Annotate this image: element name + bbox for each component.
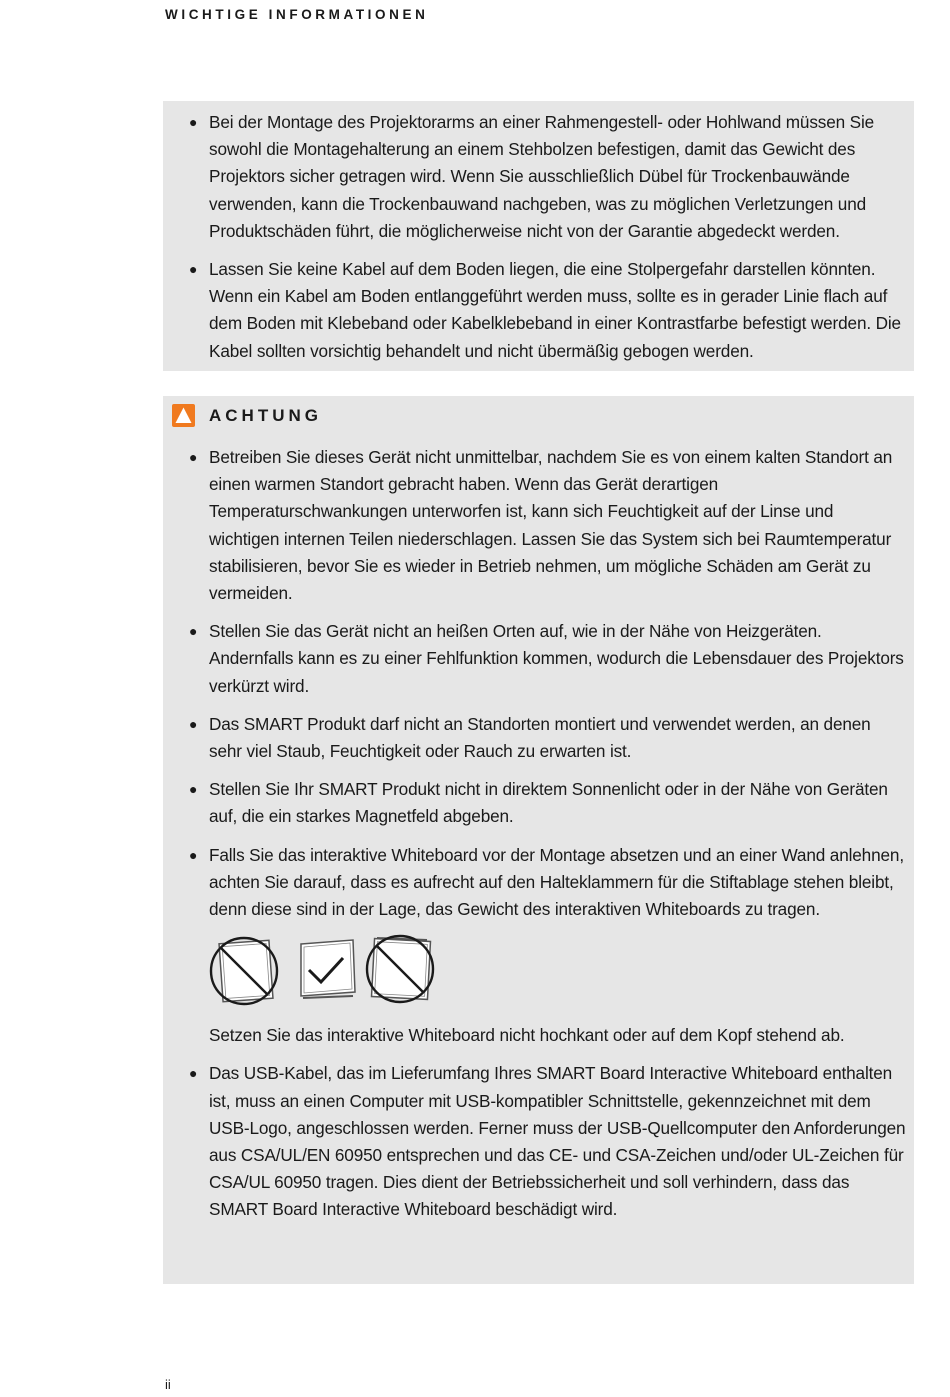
whiteboard-upright-allowed-icon — [297, 934, 357, 1000]
whiteboard-upside-down-prohibited-icon — [365, 934, 437, 1008]
page-number: ii — [165, 1377, 171, 1392]
running-header: WICHTIGE INFORMATIONEN — [165, 7, 429, 22]
list-item-text: Stellen Sie das Gerät nicht an heißen Orten auf, wie in der Nähe von Heizgeräten. Andernfalls kann es zu einer Fehlfunktion kommen, wodurch die Lebensdauer des Projektors verkürzt wird. — [209, 621, 904, 696]
warning-triangle-icon — [172, 404, 195, 427]
whiteboard-sideways-prohibited-icon — [209, 934, 281, 1008]
list-item — [163, 109, 906, 245]
list-item-text: Stellen Sie Ihr SMART Produkt nicht in direktem Sonnenlicht oder in der Nähe von Geräten auf, die ein starkes Magnetfeld abgeben. — [209, 779, 888, 827]
list-item — [163, 618, 906, 700]
caution-list — [163, 444, 906, 923]
list-item — [163, 842, 906, 924]
caution-box — [163, 396, 914, 1284]
bullet-icon: ● — [189, 449, 198, 465]
caution-heading — [163, 404, 906, 444]
list-item — [163, 256, 906, 365]
list-item — [163, 776, 906, 830]
caution-label: ACHTUNG — [209, 406, 322, 425]
list-item-text: Lassen Sie keine Kabel auf dem Boden liegen, die eine Stolpergefahr darstellen könnten. Wenn ein Kabel am Boden entlanggeführt werden muss, sollte es in gerader Linie flach auf dem Boden mit Klebeband oder Kabelklebeband in einer Kontrastfarbe befestigt werden. Die Kabel sollten vorsichtig behandelt und nicht übermäßig gebogen werden. — [209, 259, 901, 361]
illustration-caption: Setzen Sie das interaktive Whiteboard nicht hochkant oder auf dem Kopf stehend ab. — [209, 1025, 845, 1046]
list-item — [163, 711, 906, 765]
list-item-text: Das USB-Kabel, das im Lieferumfang Ihres SMART Board Interactive Whiteboard enthalten ist, muss an einen Computer mit USB-kompatibler Schnittstelle, gekennzeichnet mit dem USB-Logo, angeschlossen werden. Ferner muss der USB-Quellcomputer den Anforderungen aus CSA/UL/EN 60950 entsprechen und das CE- und CSA-Zeichen und/oder UL-Zeichen für CSA/UL 60950 tragen. Dies dient der Betriebssicherheit und soll verhindern, dass das SMART Board Interactive Whiteboard beschädigt wird. — [209, 1063, 906, 1220]
whiteboard-orientation-illustration — [209, 934, 906, 1010]
bullet-icon: ● — [189, 261, 198, 278]
list-item-text: Bei der Montage des Projektorarms an einer Rahmengestell- oder Hohlwand müssen Sie sowohl die Montagehalterung an einem Stehbolzen befestigen, damit das Gewicht des Projektors sicher getragen wird. Wenn Sie ausschließlich Dübel für Trockenbauwände verwenden, kann die Trockenbauwand nachgeben, was zu möglichen Verletzungen und Produktschäden führt, die möglicherweise nicht von der Garantie abgedeckt werden. — [209, 112, 875, 241]
list-item-text: Betreiben Sie dieses Gerät nicht unmittelbar, nachdem Sie es von einem kalten Standort an einen warmen Standort gebracht haben. Wenn das Gerät derartigen Temperaturschwankungen unterworfen ist, kann sich Feuchtigkeit auf der Linse und wichtigen internen Teilen niederschlagen. Lassen Sie das System sich bei Raumtemperatur stabilisieren, bevor Sie es wieder in Betrieb nehmen, um mögliche Schäden am Gerät zu vermeiden. — [209, 447, 893, 604]
list-item-text: Falls Sie das interaktive Whiteboard vor der Montage absetzen und an einer Wand anlehnen, achten Sie darauf, dass es aufrecht auf den Halteklammern für die Stiftablage stehen bleibt, denn diese sind in der Lage, das Gewicht des interaktiven Whiteboards zu tragen. — [209, 844, 904, 920]
note-list — [163, 109, 906, 365]
bullet-icon: ● — [189, 1065, 198, 1082]
bullet-icon: ● — [189, 623, 198, 640]
list-item — [163, 1060, 906, 1223]
bullet-icon: ● — [189, 715, 198, 732]
bullet-icon: ● — [189, 114, 198, 130]
list-item-text: Das SMART Produkt darf nicht an Standorten montiert und verwendet werden, an denen sehr viel Staub, Feuchtigkeit oder Rauch zu erwarten ist. — [209, 713, 871, 762]
caution-list-continued — [163, 1060, 906, 1223]
list-item — [163, 444, 906, 607]
bullet-icon: ● — [189, 846, 198, 863]
bullet-icon: ● — [189, 781, 198, 798]
note-box — [163, 101, 914, 371]
